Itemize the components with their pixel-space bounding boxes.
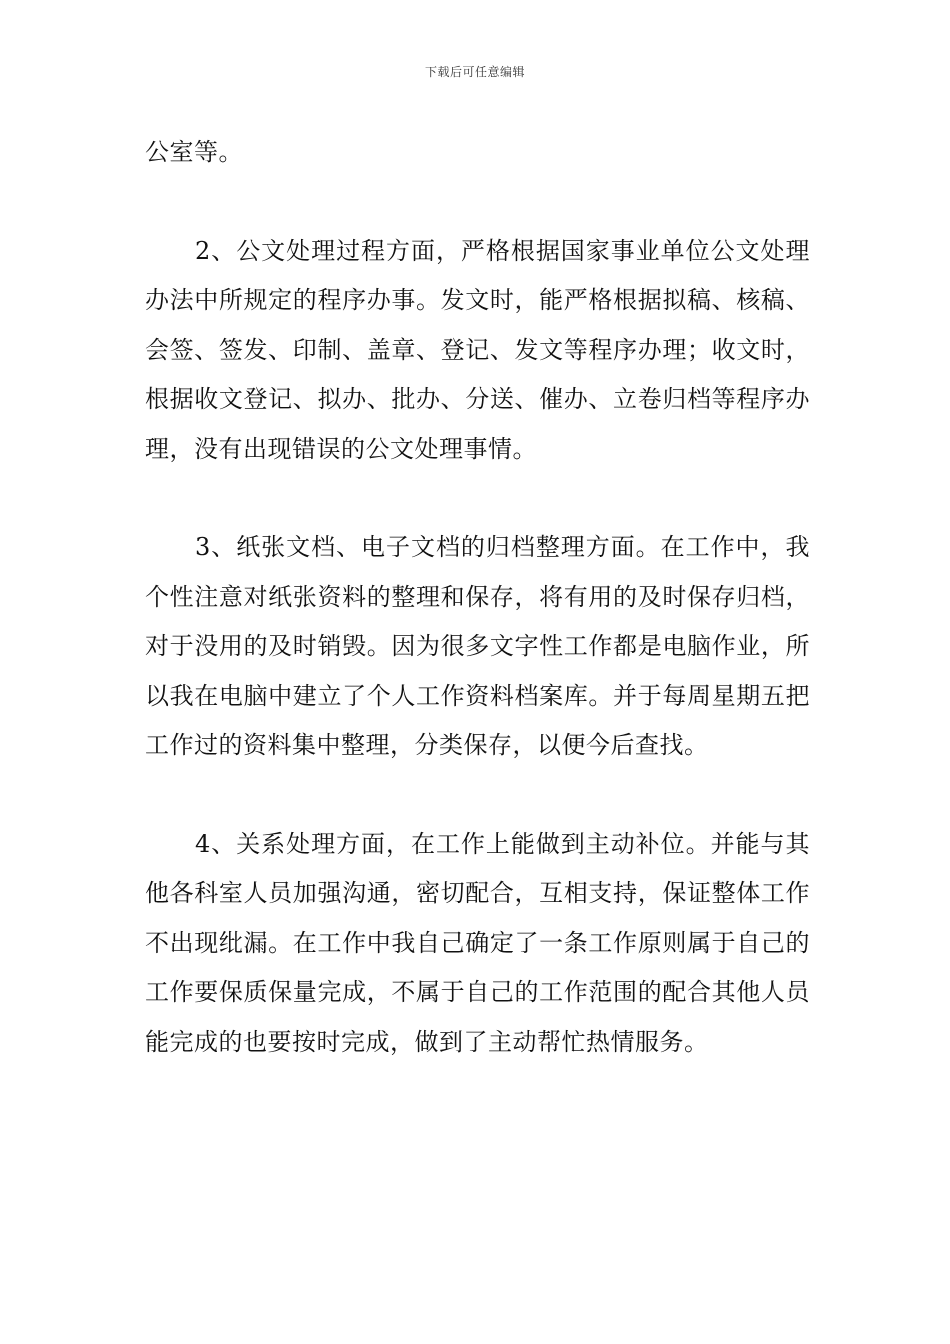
paragraph-item-2: 2、公文处理过程方面，严格根据国家事业单位公文处理办法中所规定的程序办事。发文时，能严格根据拟稿、核稿、会签、签发、印制、盖章、登记、发文等程序办理；收文时，根据收文登记、拟办、批办、分送、催办、立卷归档等程序办理，没有出现错误的公文处理事情。 <box>145 236 810 463</box>
paragraph-continuation: 公室等。 <box>145 138 243 166</box>
document-body <box>145 128 810 1067</box>
paragraph-item-4: 4、关系处理方面，在工作上能做到主动补位。并能与其他各科室人员加强沟通，密切配合，互相支持，保证整体工作不出现纰漏。在工作中我自己确定了一条工作原则属于自己的工作要保质保量完成，不属于自己的工作范围的配合其他人员能完成的也要按时完成，做到了主动帮忙热情服务。 <box>145 829 810 1056</box>
page-header: 下载后可任意编辑 <box>424 65 525 79</box>
paragraph-item-3: 3、纸张文档、电子文档的归档整理方面。在工作中，我个性注意对纸张资料的整理和保存，将有用的及时保存归档，对于没用的及时销毁。因为很多文字性工作都是电脑作业，所以我在电脑中建立了个人工作资料档案库。并于每周星期五把工作过的资料集中整理，分类保存，以便今后查找。 <box>145 533 810 759</box>
